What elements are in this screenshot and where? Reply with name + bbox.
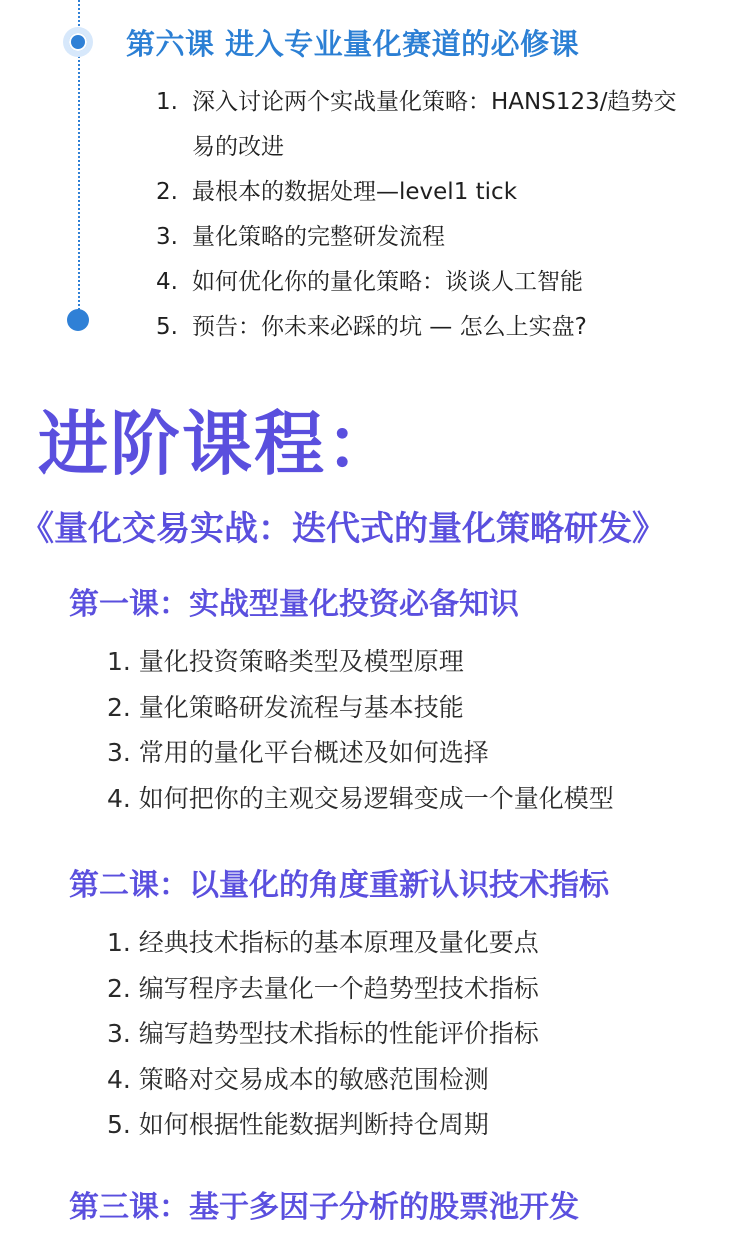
lesson-section-1 xyxy=(69,585,729,821)
list-item xyxy=(156,260,716,305)
list-item: 1. 经典技术指标的基本原理及量化要点 xyxy=(107,928,539,957)
item-text: 量化策略的完整研发流程 xyxy=(192,224,445,250)
lesson-section-2 xyxy=(69,866,729,1148)
list-item: 3. 常用的量化平台概述及如何选择 xyxy=(107,738,489,767)
list-item: 5. 如何根据性能数据判断持仓周期 xyxy=(107,1110,489,1139)
item-text: 最根本的数据处理—level1 tick xyxy=(192,179,518,205)
list-item: 4. 策略对交易成本的敏感范围检测 xyxy=(107,1064,489,1094)
lesson-items xyxy=(107,639,729,821)
item-text: 深入讨论两个实战量化策略：HANS123/趋势交易的改进 xyxy=(192,89,677,160)
item-number: 4. xyxy=(156,269,178,295)
lesson-section-3 xyxy=(69,1188,729,1228)
lesson-title: 第二课：以量化的角度重新认识技术指标 xyxy=(69,868,609,903)
item-number: 1. xyxy=(156,89,178,115)
advanced-heading: 进阶课程： xyxy=(38,403,398,485)
item-number: 5. xyxy=(156,314,178,340)
lesson-items xyxy=(107,920,729,1148)
timeline-dot-icon xyxy=(63,27,93,57)
list-item: 2. 量化策略研发流程与基本技能 xyxy=(107,692,464,722)
list-item xyxy=(156,170,716,215)
list-item: 4. 如何把你的主观交易逻辑变成一个量化模型 xyxy=(107,783,614,813)
list-item xyxy=(156,215,716,260)
lesson-title: 第一课：实战型量化投资必备知识 xyxy=(69,587,519,622)
lesson6-title: 第六课 进入专业量化赛道的必修课 xyxy=(126,27,580,61)
lesson-title: 第三课：基于多因子分析的股票池开发 xyxy=(69,1190,579,1225)
item-text: 预告：你未来必踩的坑 — 怎么上实盘? xyxy=(192,314,587,340)
list-item: 2. 编写程序去量化一个趋势型技术指标 xyxy=(107,973,539,1003)
course-title: 《量化交易实战：迭代式的量化策略研发》 xyxy=(20,509,666,549)
item-number: 2. xyxy=(156,179,178,205)
item-text: 如何优化你的量化策略：谈谈人工智能 xyxy=(192,269,583,295)
item-number: 3. xyxy=(156,224,178,250)
list-item: 3. 编写趋势型技术指标的性能评价指标 xyxy=(107,1019,539,1048)
timeline-end-dot-icon xyxy=(67,309,89,331)
lesson6-list xyxy=(156,80,716,350)
list-item xyxy=(156,305,716,350)
list-item xyxy=(156,80,716,170)
list-item: 1. 量化投资策略类型及模型原理 xyxy=(107,647,464,676)
